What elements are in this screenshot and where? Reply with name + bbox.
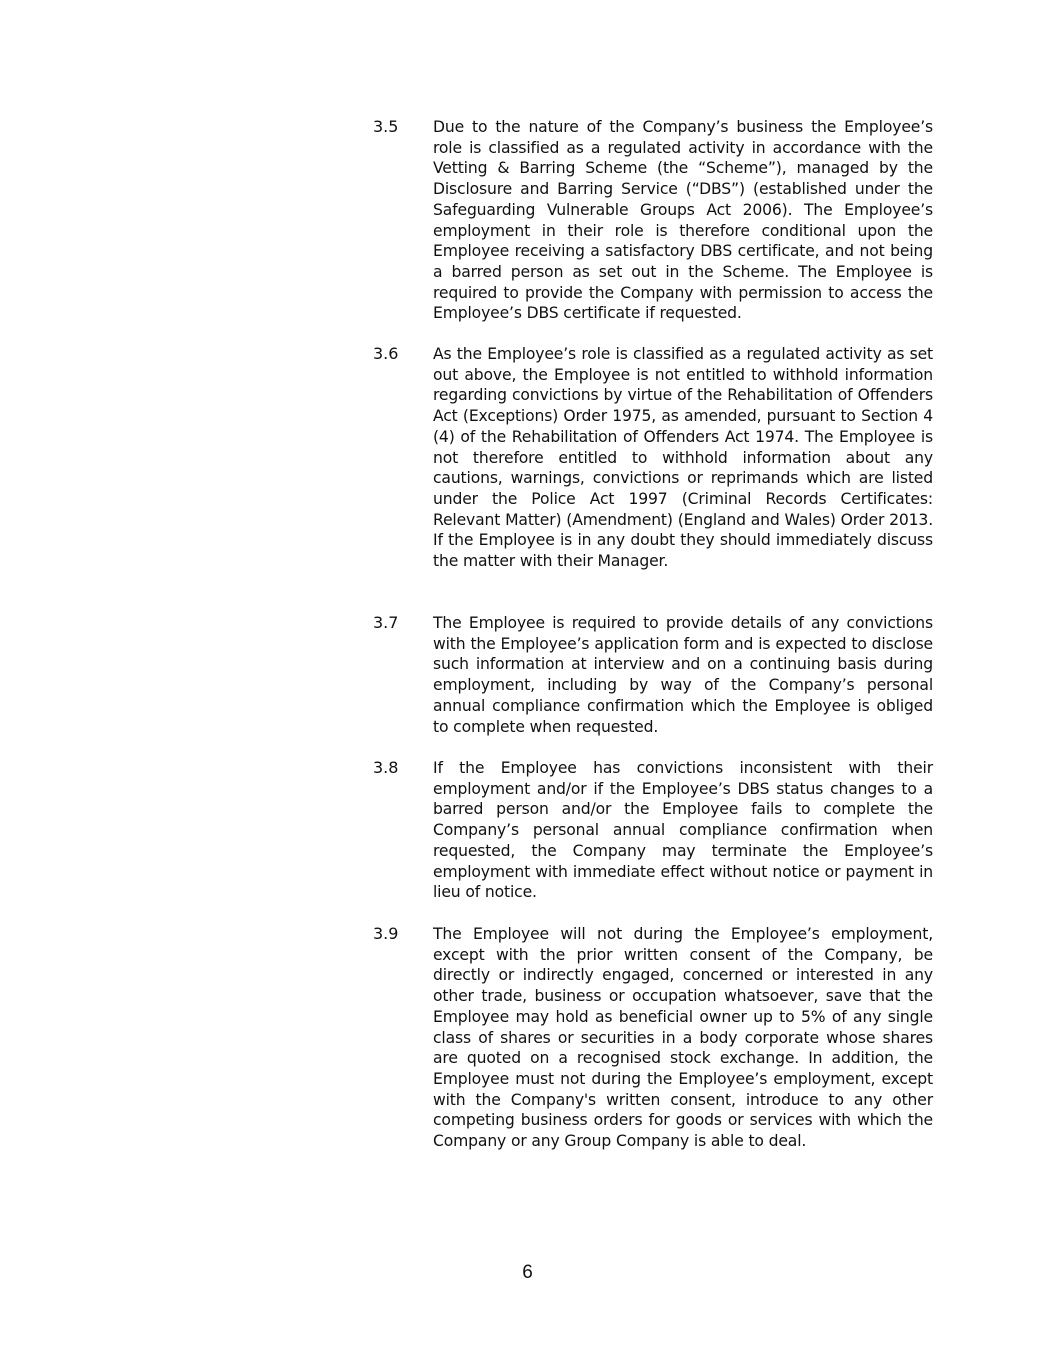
clause-number: 3.8 (373, 758, 399, 777)
clause-text: If the Employee has convictions inconsistent with their employment and/or if the Employee’s DBS status changes to a barred person and/or the Employee fails to complete the Company’s personal annual compliance confirmation when requested, the Company may terminate the Employee’s employment with immediate effect without notice or payment in lieu of notice. (433, 759, 933, 902)
clause-3-6 (373, 344, 933, 572)
clause-text: Due to the nature of the Company’s business the Employee’s role is classified as a regulated activity in accordance with the Vetting & Barring Scheme (the “Scheme”), managed by the Disclosure and Barring Service (“DBS”) (established under the Safeguarding Vulnerable Groups Act 2006). The Employee’s employment in their role is therefore conditional upon the Employee receiving a satisfactory DBS certificate, and not being a barred person as set out in the Scheme. The Employee is required to provide the Company with permission to access the Employee’s DBS certificate if requested. (433, 118, 933, 323)
clause-3-8 (373, 758, 933, 903)
clause-text: The Employee is required to provide details of any convictions with the Employee’s application form and is expected to disclose such information at interview and on a continuing basis during employment, including by way of the Company’s personal annual compliance confirmation which the Employee is obliged to complete when requested. (433, 614, 933, 736)
clause-number: 3.9 (373, 924, 399, 943)
clause-number: 3.6 (373, 344, 399, 363)
page-number: 6 (522, 1262, 533, 1283)
clause-text: As the Employee’s role is classified as a regulated activity as set out above, the Employee is not entitled to withhold information regarding convictions by virtue of the Rehabilitation of Offenders Act (Exceptions) Order 1975, as amended, pursuant to Section 4 (4) of the Rehabilitation of Offenders Act 1974. The Employee is not therefore entitled to withhold information about any cautions, warnings, convictions or reprimands which are listed under the Police Act 1997 (Criminal Records Certificates: Relevant Matter) (Amendment) (England and Wales) Order 2013. If the Employee is in any doubt they should immediately discuss the matter with their Manager. (433, 345, 933, 571)
clause-text: The Employee will not during the Employee’s employment, except with the prior written consent of the Company, be directly or indirectly engaged, concerned or interested in any other trade, business or occupation whatsoever, save that the Employee may hold as beneficial owner up to 5% of any single class of shares or securities in a body corporate whose shares are quoted on a recognised stock exchange. In addition, the Employee must not during the Employee’s employment, except with the Company's written consent, introduce to any other competing business orders for goods or services with which the Company or any Group Company is able to deal. (433, 925, 933, 1151)
clause-3-5 (373, 117, 933, 324)
clause-number: 3.5 (373, 117, 399, 136)
clause-number: 3.7 (373, 613, 399, 632)
clause-3-7 (373, 613, 933, 737)
clause-3-9 (373, 924, 933, 1152)
